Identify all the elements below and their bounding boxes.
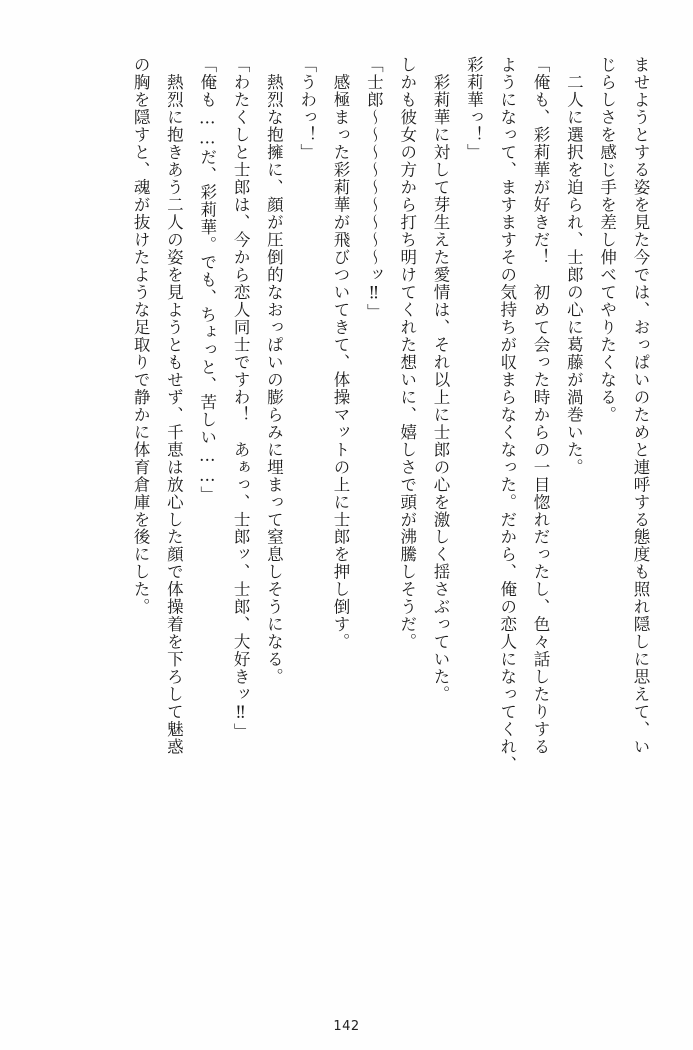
body-line: 感極まった彩莉華が飛びついてきて、体操マットの上に士郎を押し倒す。 <box>331 56 351 651</box>
body-line: ませようとする姿を見た今では、おっぱいのためと連呼する態度も照れ隠しに思えて、い <box>631 56 650 756</box>
body-line: 彩莉華っ！」 <box>464 56 484 161</box>
page-number: 142 <box>333 1019 360 1034</box>
body-line: 「俺も、彩莉華が好きだ！ 初めて会った時からの一目惚れだったし、色々話したりする <box>531 56 551 756</box>
body-line: 熱烈な抱擁に、顔が圧倒的なおっぱいの膨らみに埋まって窒息しそうになる。 <box>264 56 284 686</box>
body-line: 二人に選択を迫られ、士郎の心に葛藤が渦巻いた。 <box>564 56 584 476</box>
body-line: 「士郎～～～～～～～～～ッ‼」 <box>364 56 384 321</box>
body-line: じらしさを感じ手を差し伸べてやりたくなる。 <box>597 56 617 424</box>
body-line: しかも彼女の方から打ち明けてくれた想いに、嬉しさで頭が沸騰しそうだ。 <box>397 56 417 651</box>
body-line: の胸を隠すと、魂が抜けたような足取りで静かに体育倉庫を後にした。 <box>131 56 151 616</box>
body-line: ようになって、ますますその気持ちが収まらなくなった。だから、俺の恋人になってくれ、 <box>497 56 517 774</box>
body-line: 「わたくしと士郎は、今から恋人同士ですわ！ あぁっ、士郎ッ、士郎、大好きッ‼」 <box>231 56 251 741</box>
body-line: 熱烈に抱きあう二人の姿を見ようともせず、千恵は放心した顔で体操着を下ろして魅惑 <box>164 56 184 756</box>
body-line: 「うわっ！」 <box>297 56 317 161</box>
novel-body-text <box>37 56 657 986</box>
body-line: 「俺も……だ、彩莉華。でも、ちょっと、苦しい……」 <box>197 56 217 504</box>
body-line: 彩莉華に対して芽生えた愛情は、それ以上に士郎の心を激しく揺さぶっていた。 <box>431 56 451 704</box>
